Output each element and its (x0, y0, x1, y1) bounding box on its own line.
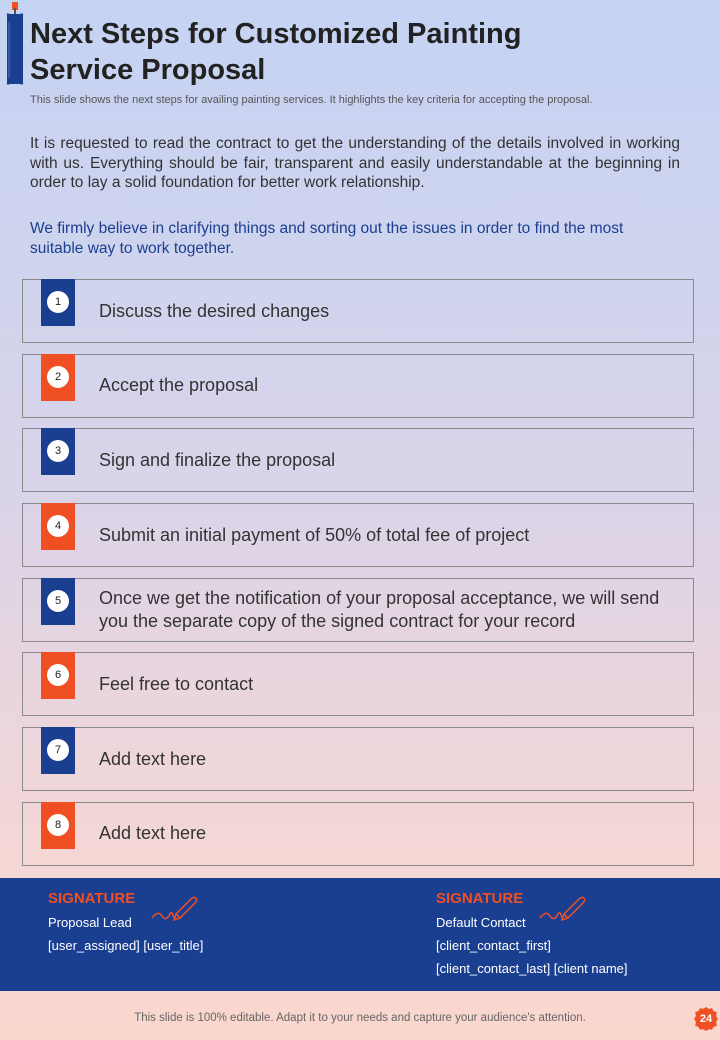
step-number: 8 (47, 814, 69, 836)
step-number: 4 (47, 515, 69, 537)
step-item (22, 354, 694, 418)
page-number-badge (693, 1006, 719, 1032)
step-item (22, 652, 694, 716)
step-text: Add text here (99, 823, 207, 844)
signature-pen-icon (150, 896, 200, 926)
footer-note: This slide is 100% editable. Adapt it to your needs and capture your audience's attention. (134, 1012, 586, 1024)
step-item (22, 279, 694, 343)
step-item (22, 503, 694, 567)
step-number: 6 (47, 664, 69, 686)
step-item (22, 802, 694, 866)
step-item (22, 578, 694, 642)
signature-placeholder: [client_contact_last] [client name] (436, 961, 628, 976)
step-tab (41, 578, 75, 625)
signature-heading: SIGNATURE (48, 890, 136, 907)
steps-list (22, 279, 694, 877)
signature-block-right (436, 890, 628, 984)
step-tab (41, 503, 75, 550)
signature-role: Proposal Lead (48, 915, 132, 930)
paint-roller-icon (4, 2, 26, 86)
step-number: 3 (47, 440, 69, 462)
step-number: 7 (47, 739, 69, 761)
page-subtitle: This slide shows the next steps for availing painting services. It highlights the key criteria for accepting the proposal. (30, 94, 593, 106)
step-tab (41, 428, 75, 475)
step-text: Discuss the desired changes (99, 300, 330, 321)
step-text: Submit an initial payment of 50% of total fee of project (99, 524, 530, 545)
intro-paragraph: It is requested to read the contract to get the understanding of the details involved in working with us. Everything should be fair, transparent and easily understandable at the beginning in order to lay a solid foundation for better work relationship. (30, 135, 680, 191)
step-tab (41, 279, 75, 326)
highlight-paragraph: We firmly believe in clarifying things and sorting out the issues in order to find the most suitable way to work together. (30, 220, 624, 257)
step-number: 2 (47, 366, 69, 388)
step-item (22, 727, 694, 791)
step-tab (41, 652, 75, 699)
signature-placeholder: [client_contact_first] (436, 938, 551, 953)
signature-heading: SIGNATURE (436, 890, 524, 907)
step-number: 5 (47, 590, 69, 612)
step-text: Feel free to contact (99, 673, 254, 694)
signature-pen-icon (538, 896, 588, 926)
step-text: Accept the proposal (99, 375, 259, 396)
step-text: Sign and finalize the proposal (99, 449, 336, 470)
step-text: Add text here (99, 748, 207, 769)
step-tab (41, 727, 75, 774)
page-number: 24 (699, 1013, 713, 1025)
step-tab (41, 354, 75, 401)
page-title: Next Steps for Customized Painting Service Proposal (30, 18, 522, 86)
step-item (22, 428, 694, 492)
signature-role: Default Contact (436, 915, 526, 930)
step-tab (41, 802, 75, 849)
step-number: 1 (47, 291, 69, 313)
signature-placeholder: [user_assigned] [user_title] (48, 938, 204, 953)
step-text: Once we get the notification of your proposal acceptance, we will send you the separate copy of the signed contract for your record (99, 587, 660, 631)
signature-band (0, 878, 720, 991)
